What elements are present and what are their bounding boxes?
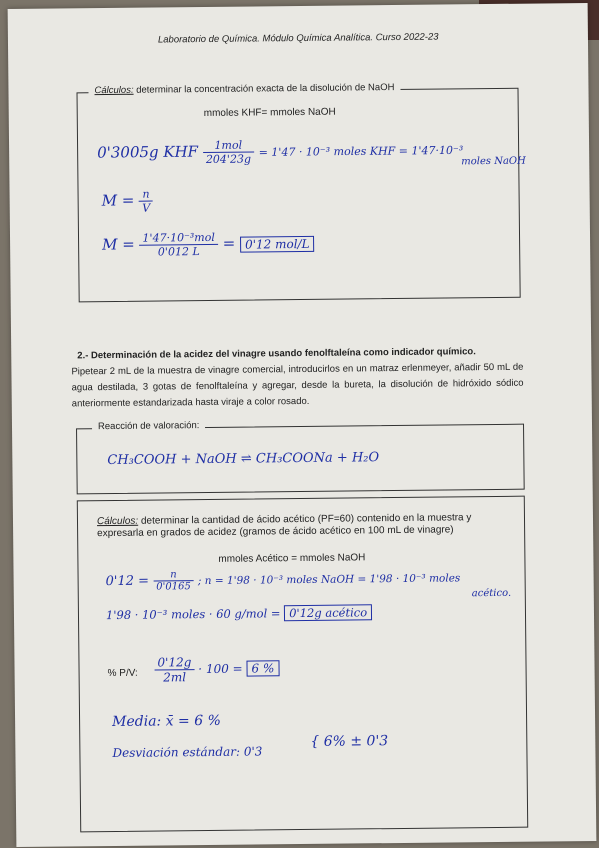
calc1-line1 <box>97 136 463 167</box>
calc2-formula: mmoles Acético = mmoles NaOH <box>218 552 366 565</box>
calc1-m-frac <box>139 188 153 215</box>
calc1-m-def-label: M = <box>101 191 135 210</box>
calc1-m2-frac <box>139 231 218 259</box>
reaction-label: Reacción de valoración: <box>92 420 206 432</box>
calc2-line1 <box>106 566 461 593</box>
section2-block <box>71 344 524 413</box>
calc2-l1-frac <box>153 569 194 592</box>
calc1-frac1 <box>203 138 254 166</box>
calc2-l1-b: ; n = 1'98 · 10⁻³ moles NaOH = 1'98 · 10⁻³ moles <box>197 572 461 588</box>
calc1-frac1-num: 1mol <box>203 138 254 153</box>
calc2-media: Media: x̄ = 6 % <box>112 712 221 731</box>
calc2-pv-b: · 100 = <box>198 661 243 677</box>
calc2-l1-num: n <box>153 569 194 581</box>
calc2-l2-a: 1'98 · 10⁻³ moles · 60 g/mol = <box>105 606 281 623</box>
calc1-mass: 0'3005g KHF <box>97 142 199 162</box>
calc1-label: Cálculos: <box>94 84 134 97</box>
calc1-m2-num: 1'47·10⁻³mol <box>139 231 217 246</box>
calc2-l1-a: 0'12 = <box>105 573 150 590</box>
calc1-result1b: moles NaOH <box>461 155 526 168</box>
section2-body: Pipetear 2 mL de la muestra de vinagre comercial, introducirlos en un matraz erlenmeyer, añadir 50 mL de agua destilada, 3 gotas de fenolftaleína y agregar, desde la bureta, la disolución de hidróxido sódico anteriormente estandarizada hasta viraje a color rosado. <box>71 361 524 410</box>
course-header: Laboratorio de Química. Módulo Química Analítica. Curso 2022-23 <box>157 31 439 46</box>
calc2-desv: Desviación estándar: 0'3 <box>112 744 263 761</box>
calc1-result1: = 1'47 · 10⁻³ moles KHF = 1'47·10⁻³ <box>258 143 464 159</box>
calc1-m-def <box>102 188 154 216</box>
calc1-m2 <box>102 230 315 259</box>
calc1-formula: mmoles KHF= mmoles NaOH <box>203 106 336 120</box>
calc2-pv-box: 6 % <box>246 660 279 676</box>
calc1-m2-label: M = <box>102 235 135 254</box>
calc1-frac1-den: 204'23g <box>205 152 252 166</box>
calc2-pv-frac <box>154 655 194 684</box>
calc1-m2-den: 0'012 L <box>157 245 200 259</box>
calc2-pv <box>154 654 279 684</box>
calc2-pv-den: 2ml <box>163 670 187 685</box>
calc2-box <box>77 496 528 833</box>
calc2-pv-num: 0'12g <box>154 655 194 670</box>
calc2-l1-den: 0'0165 <box>156 581 191 593</box>
calc2-final: { 6% ± 0'3 <box>310 733 389 750</box>
calc2-l2-box: 0'12g acético <box>284 604 372 621</box>
calc1-m-den: V <box>142 201 151 215</box>
calc2-description: determinar la cantidad de ácido acético (PF=60) contenido en la muestra y expresarla en grados de acidez (gramos de ácido acético en 100 mL de vinagre) <box>97 512 472 540</box>
calc1-m2-result: 0'12 mol/L <box>240 235 315 252</box>
calc1-description: determinar la concentración exacta de la disolución de NaOH <box>136 82 395 96</box>
calc2-text <box>97 512 507 540</box>
calc2-line2 <box>106 605 372 622</box>
calc1-m2-eq: = <box>222 234 236 253</box>
calc1-m-num: n <box>139 188 153 202</box>
section2-title: 2.- Determinación de la acidez del vinagre usando fenolftaleína como indicador químico. <box>77 346 476 362</box>
pv-label: % P/V: <box>107 667 138 680</box>
calc2-label: Cálculos: <box>96 515 139 528</box>
worksheet-page <box>8 3 597 847</box>
reaction-equation: CH₃COOH + NaOH ⇌ CH₃COONa + H₂O <box>107 450 380 469</box>
calc2-l1-c: acético. <box>471 587 512 600</box>
